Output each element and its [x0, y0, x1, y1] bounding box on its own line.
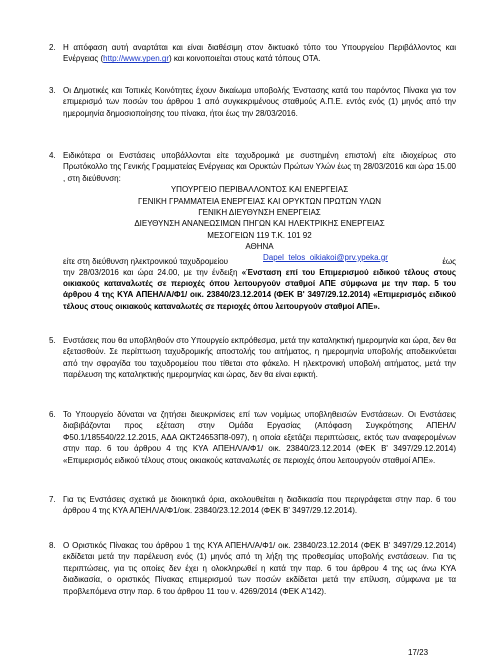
item-text: Ενστάσεις που θα υποβληθούν στο Υπουργείο εκπρόθεσμα, μετά την καταληκτική ημερομηνία και ώρα, δεν θα εξετασθούν. Σε περίπτωση ταχυδρομικής αποστολής του αιτήματος, η ημερομηνία υποβολής αποδεικνύεται από την σφραγίδα του ταχυδρομείου που τίθεται στο φάκελο. Η ηλεκτρονική υποβολή αιτήματος, μετά την παρέλευση της καταληκτικής ημερομηνίας και ώρας, δεν θα είναι εφικτή. [63, 336, 456, 380]
address-line: ΥΠΟΥΡΓΕΙΟ ΠΕΡΙΒΑΛΛΟΝΤΟΣ ΚΑΙ ΕΝΕΡΓΕΙΑΣ [170, 185, 349, 195]
item-tail-plain: την 28/03/2016 και ώρα 24.00, με την ένδειξη [63, 267, 242, 277]
address-line: ΔΙΕΥΘΥΝΣΗ ΑΝΑΝΕΩΣΙΜΩΝ ΠΗΓΩΝ ΚΑΙ ΗΛΕΚΤΡΙΚΗΣ ΕΝΕΡΓΕΙΑΣ [134, 219, 385, 229]
item-tail-bold: «Ένσταση επί του Επιμερισμού ειδικού τέλους στους οικιακούς καταναλωτές σε περιοχές όπου λειτουργούν σταθμοί ΑΠΕ σύμφωνα με την παρ. 5 του άρθρου 4 της ΚΥΑ ΑΠΕΗΛ/Α/Φ1/ οικ. 23840/23.12.2014 (ΦΕΚ Β' 3497/29.12.2014) «Επιμερισμός ειδικού τέλους στους οικιακούς καταναλωτές σε περιοχές όπου λειτουργούν σταθμοί ΑΠΕ». [63, 267, 456, 311]
item-intro: Ειδικότερα οι Ενστάσεις υποβάλλονται είτε ταχυδρομικά με συστημένη επιστολή είτε ιδιοχείρως στο Πρωτόκολλο της Γενικής Γραμματείας Ενέργειας και Ορυκτών Πρώτων Υλών έως τη 28/03/2016 και ώρα 15.00 , στη διεύθυνση: [63, 151, 456, 183]
item-text-start: Η απόφαση αυτή αναρτάται και είναι διαθέσιμη στον δικτυακό τόπο του Υπουργείου Περιβάλλοντος και Ενέργειας ( [63, 43, 456, 64]
item-number: 8. [49, 541, 56, 550]
item-number: 5. [49, 336, 56, 345]
address-block [63, 184, 456, 252]
item-text: Το Υπουργείο δύναται να ζητήσει διευκρινίσεις επί των νομίμως υποβληθεισών Ενστάσεων. Οι Ενστάσεις διαβιβάζονται προς εξέταση στην Ομάδα Εργασίας (Απόφαση Συγκρότησης ΑΠΕΗΛ/Φ50.1/185540/22.12.2015, ΑΔΑ ΩΚΤ24653Π8-097), η οποία εξετάζει περιπτώσεις, εκτός των αναφερομένων στην παρ. 6 του άρθρου 4 της ΚΥΑ ΑΠΕΗΛ/Α/Φ1/ οικ. 23840/23.12.2014 (ΦΕΚ Β' 3497/29.12.2014) «Επιμερισμός ειδικού τέλους στους οικιακούς καταναλωτές σε περιοχές όπου λειτουργούν σταθμοί ΑΠΕ». [63, 410, 456, 465]
address-line: ΓΕΝΙΚΗ ΓΡΑΜΜΑΤΕΙΑ ΕΝΕΡΓΕΙΑΣ ΚΑΙ ΟΡΥΚΤΩΝ ΠΡΩΤΩΝ ΥΛΩΝ [137, 196, 382, 206]
ypen-link[interactable]: http://www.ypen.gr [103, 54, 169, 64]
item-number: 7. [49, 495, 56, 504]
email-until: έως [442, 256, 456, 266]
email-link[interactable]: Dapel_telos_oikiakoi@prv.ypeka.gr [263, 252, 388, 262]
item-text-end: ) και κοινοποιείται στους κατά τόπους ΟΤΑ. [168, 54, 321, 64]
address-line: ΜΕΣΟΓΕΙΩΝ 119 Τ.Κ. 101 92 [207, 230, 312, 240]
item-text: Οι Δημοτικές και Τοπικές Κοινότητες έχουν δικαίωμα υποβολής Ένστασης κατά του παρόντος Πίνακα για τον επιμερισμό των ποσών του άρθρου 1 από συγκεκριμένους σταθμούς Α.Π.Ε. εντός ενός (1) μηνός από την ημερομηνία δημοσιοποίησης του πίνακα, ήτοι έως την 28/03/2016. [63, 86, 456, 118]
item-text: Ο Οριστικός Πίνακας του άρθρου 1 της ΚΥΑ ΑΠΕΗΛ/Α/Φ1/ οικ. 23840/23.12.2014 (ΦΕΚ Β' 3497/29.12.2014) εκδίδεται μετά την παρέλευση ενός (1) μηνός από τη λήξη της προθεσμίας υποβολής ενστάσεων. Για τις περιπτώσεις, για τις οποίες δεν έχει η ολοκληρωθεί η κατά την παρ. 6 του άρθρου 4 της ως άνω ΚΥΑ διαδικασία, ο οριστικός Πίνακας επιμερισμού των ποσών εκδίδεται μετά την επίλυση, σύμφωνα με τα προβλεπόμενα στην παρ. 6 του άρθρου 11 του ν. 4269/2014 (ΦΕΚ Α'142). [63, 541, 456, 596]
item-text [63, 42, 456, 65]
item-number: 2. [49, 43, 56, 52]
email-intro: είτε στη διεύθυνση ηλεκτρονικού ταχυδρομείου [63, 256, 229, 266]
item-text: Για τις Ενστάσεις σχετικά με διοικητικά όρια, ακολουθείται η διαδικασία που περιγράφεται στην παρ. 6 του άρθρου 4 της ΚΥΑ ΑΠΕΗΛ/Α/Φ1/οικ. 23840/23.12.2014 (ΦΕΚ Β' 3497/29.12.2014). [63, 495, 456, 516]
item-tail [63, 267, 456, 313]
item-number: 6. [49, 410, 56, 419]
page-number: 17/23 [408, 648, 429, 657]
address-line: ΑΘΗΝΑ [245, 242, 274, 252]
item-number: 3. [49, 86, 56, 95]
address-line: ΓΕΝΙΚΗ ΔΙΕΥΘΥΝΣΗ ΕΝΕΡΓΕΙΑΣ [198, 208, 321, 218]
email-line [63, 252, 456, 267]
item-number: 4. [49, 151, 56, 160]
item-text [63, 150, 456, 312]
